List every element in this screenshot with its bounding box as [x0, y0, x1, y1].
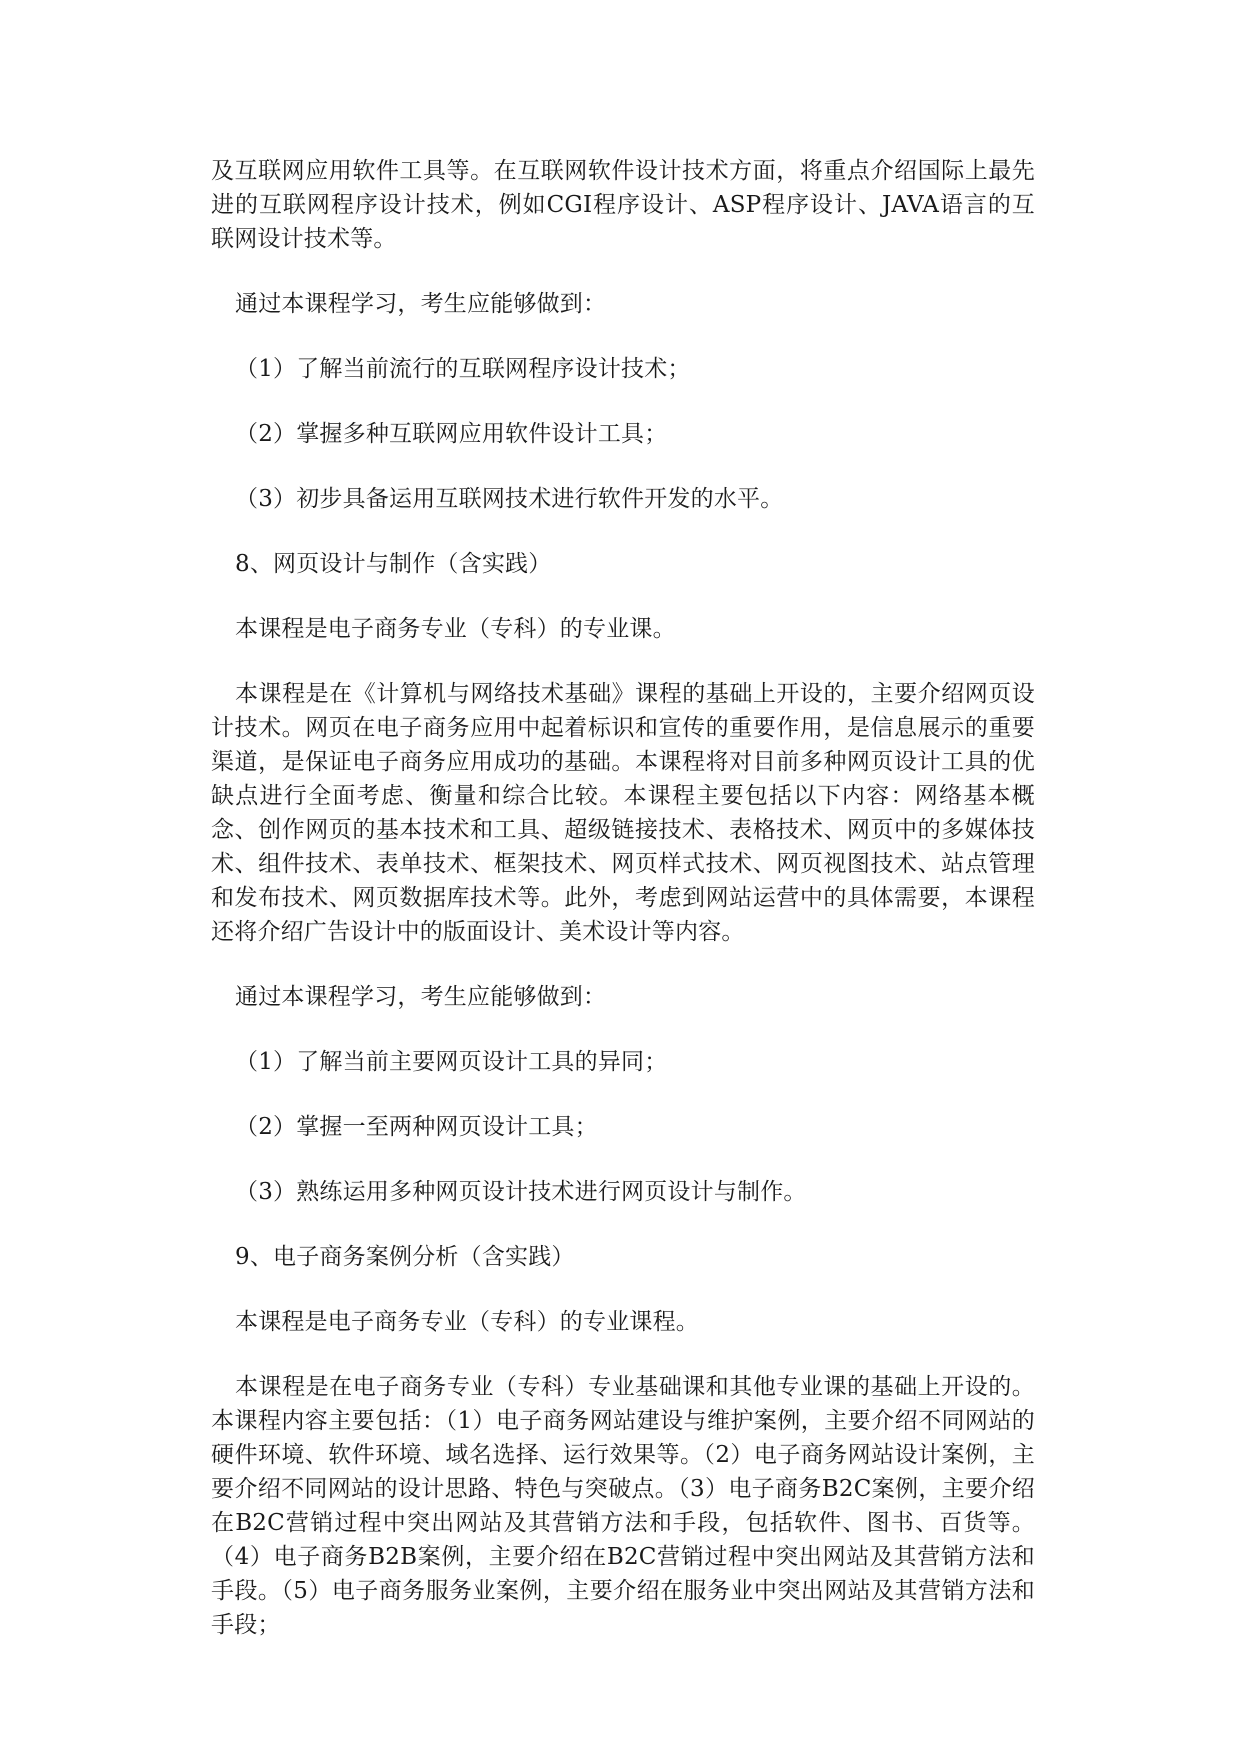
- list-item-goal-2: （2）掌握多种互联网应用软件设计工具；: [235, 421, 668, 447]
- paragraph-web-design-description: 本课程是在《计算机与网络技术基础》课程的基础上开设的，主要介绍网页设计技术。网页在电子商务应用中起着标识和宣传的重要作用，是信息展示的重要渠道，是保证电子商务应用成功的基础。本课程将对目前多种网页设计工具的优缺点进行全面考虑、衡量和综合比较。本课程主要包括以下内容：网络基本概念、创作网页的基本技术和工具、超级链接技术、表格技术、网页中的多媒体技术、组件技术、表单技术、框架技术、网页样式技术、网页视图技术、站点管理和发布技术、网页数据库技术等。此外，考虑到网站运营中的具体需要，本课程还将介绍广告设计中的版面设计、美术设计等内容。: [211, 681, 1035, 945]
- list-item-goal-1: （1）了解当前流行的互联网程序设计技术；: [235, 356, 691, 382]
- list-item-goal-2: （2）掌握一至两种网页设计工具；: [235, 1114, 598, 1140]
- section-heading-web-design: 8、网页设计与制作（含实践）: [235, 551, 552, 577]
- list-item-goal-1: （1）了解当前主要网页设计工具的异同；: [235, 1049, 668, 1075]
- list-item-goal-3: （3）初步具备运用互联网技术进行软件开发的水平。: [235, 486, 784, 512]
- paragraph-case-analysis-description: 本课程是在电子商务专业（专科）专业基础课和其他专业课的基础上开设的。本课程内容主要包括：（1）电子商务网站建设与维护案例，主要介绍不同网站的硬件环境、软件环境、域名选择、运行效果等。（2）电子商务网站设计案例，主要介绍不同网站的设计思路、特色与突破点。（3）电子商务B2C案例，主要介绍在B2C营销过程中突出网站及其营销方法和手段，包括软件、图书、百货等。（4）电子商务B2B案例，主要介绍在B2C营销过程中突出网站及其营销方法和手段。（5）电子商务服务业案例，主要介绍在服务业中突出网站及其营销方法和手段；: [211, 1374, 1035, 1638]
- paragraph-learning-goals-intro: 通过本课程学习，考生应能够做到：: [235, 984, 607, 1010]
- paragraph-internet-tools-continued: 及互联网应用软件工具等。在互联网软件设计技术方面，将重点介绍国际上最先进的互联网程序设计技术，例如CGI程序设计、ASP程序设计、JAVA语言的互联网设计技术等。: [211, 158, 1035, 252]
- paragraph-course-type: 本课程是电子商务专业（专科）的专业课。: [235, 616, 676, 642]
- document-page: [211, 154, 1035, 1642]
- section-heading-case-analysis: 9、电子商务案例分析（含实践）: [235, 1244, 575, 1270]
- paragraph-learning-goals-intro: 通过本课程学习，考生应能够做到：: [235, 291, 607, 317]
- list-item-goal-3: （3）熟练运用多种网页设计技术进行网页设计与制作。: [235, 1179, 807, 1205]
- paragraph-course-type: 本课程是电子商务专业（专科）的专业课程。: [235, 1309, 699, 1335]
